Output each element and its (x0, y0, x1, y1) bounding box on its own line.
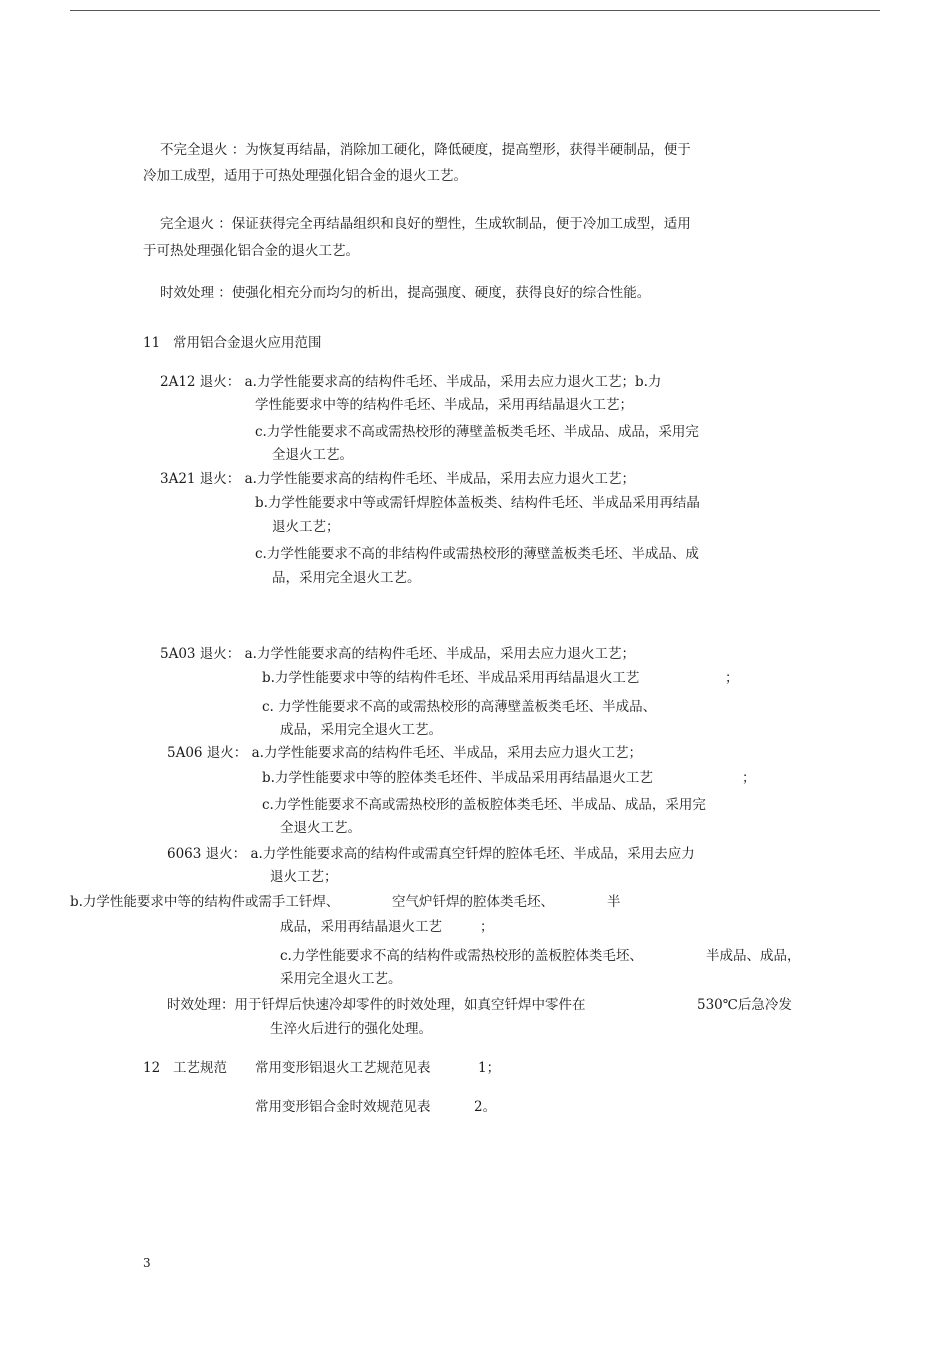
header-rule (70, 10, 880, 11)
text-line: b.力学性能要求中等的结构件毛坯、半成品采用再结晶退火工艺 (262, 670, 640, 686)
text-line: 采用完全退火工艺。 (280, 971, 402, 987)
text-line: 2A12 退火： a.力学性能要求高的结构件毛坯、半成品，采用去应力退火工艺；b.力 (160, 374, 662, 390)
text-line: 半成品、成品， (706, 948, 801, 964)
text-line: 品，采用完全退火工艺。 (272, 570, 421, 586)
text-line: 5A03 退火： a.力学性能要求高的结构件毛坯、半成品，采用去应力退火工艺； (160, 646, 635, 662)
text-line: ； (742, 770, 756, 786)
text-line: 12 工艺规范 (143, 1060, 228, 1076)
text-line: c.力学性能要求不高或需热校形的薄壁盖板类毛坯、半成品、成品，采用完 (255, 424, 699, 440)
text-line: 空气炉钎焊的腔体类毛坯、 (392, 894, 554, 910)
text-line: b.力学性能要求中等或需钎焊腔体盖板类、结构件毛坯、半成品采用再结晶 (255, 495, 700, 511)
text-line: 5A06 退火： a.力学性能要求高的结构件毛坯、半成品，采用去应力退火工艺； (167, 745, 642, 761)
text-line: ； (480, 919, 494, 935)
text-line: 时效处理：用于钎焊后快速冷却零件的时效处理，如真空钎焊中零件在 (167, 997, 586, 1013)
text-line: c.力学性能要求不高的非结构件或需热校形的薄壁盖板类毛坯、半成品、成 (255, 546, 699, 562)
text-line: 1； (478, 1060, 501, 1076)
text-line: 3A21 退火： a.力学性能要求高的结构件毛坯、半成品，采用去应力退火工艺； (160, 471, 635, 487)
text-line: 退火工艺； (270, 869, 338, 885)
text-line: 于可热处理强化铝合金的退火工艺。 (143, 243, 359, 259)
text-line: 冷加工成型，适用于可热处理强化铝合金的退火工艺。 (143, 168, 467, 184)
text-line: 不完全退火 ：为恢复再结晶，消除加工硬化，降低硬度，提高塑形，获得半硬制品，便于 (160, 142, 691, 158)
text-line: 半 (607, 894, 621, 910)
text-line: 完全退火 ：保证获得完全再结晶组织和良好的塑性，生成软制品，便于冷加工成型，适用 (160, 216, 691, 232)
text-line: 退火工艺； (272, 519, 340, 535)
text-line: 530℃后急冷发 (697, 997, 792, 1013)
text-line: b.力学性能要求中等的结构件或需手工钎焊、 (70, 894, 340, 910)
text-line: 2。 (474, 1099, 497, 1115)
text-line: 学性能要求中等的结构件毛坯、半成品，采用再结晶退火工艺； (255, 397, 633, 413)
text-line: c.力学性能要求不高的结构件或需热校形的盖板腔体类毛坯、 (280, 948, 643, 964)
text-line: 全退火工艺。 (280, 820, 361, 836)
text-line: b.力学性能要求中等的腔体类毛坯件、半成品采用再结晶退火工艺 (262, 770, 653, 786)
text-line: 11 常用铝合金退火应用范围 (143, 335, 322, 351)
text-line: c.力学性能要求不高或需热校形的盖板腔体类毛坯、半成品、成品，采用完 (262, 797, 706, 813)
text-line: 常用变形铝退火工艺规范见表 (255, 1060, 431, 1076)
text-line: ； (725, 670, 739, 686)
text-line: c. 力学性能要求不高的或需热校形的高薄壁盖板类毛坯、半成品、 (262, 699, 657, 715)
text-line: 全退火工艺。 (272, 447, 353, 463)
text-line: 常用变形铝合金时效规范见表 (255, 1099, 431, 1115)
text-line: 6063 退火： a.力学性能要求高的结构件或需真空钎焊的腔体毛坯、半成品，采用去应力 (167, 846, 695, 862)
text-line: 成品，采用再结晶退火工艺 (280, 919, 442, 935)
page-number: 3 (143, 1256, 151, 1270)
text-line: 生淬火后进行的强化处理。 (270, 1021, 432, 1037)
text-line: 时效处理 ：使强化相充分而均匀的析出，提高强度、硬度，获得良好的综合性能。 (160, 285, 651, 301)
text-line: 成品，采用完全退火工艺。 (280, 722, 442, 738)
